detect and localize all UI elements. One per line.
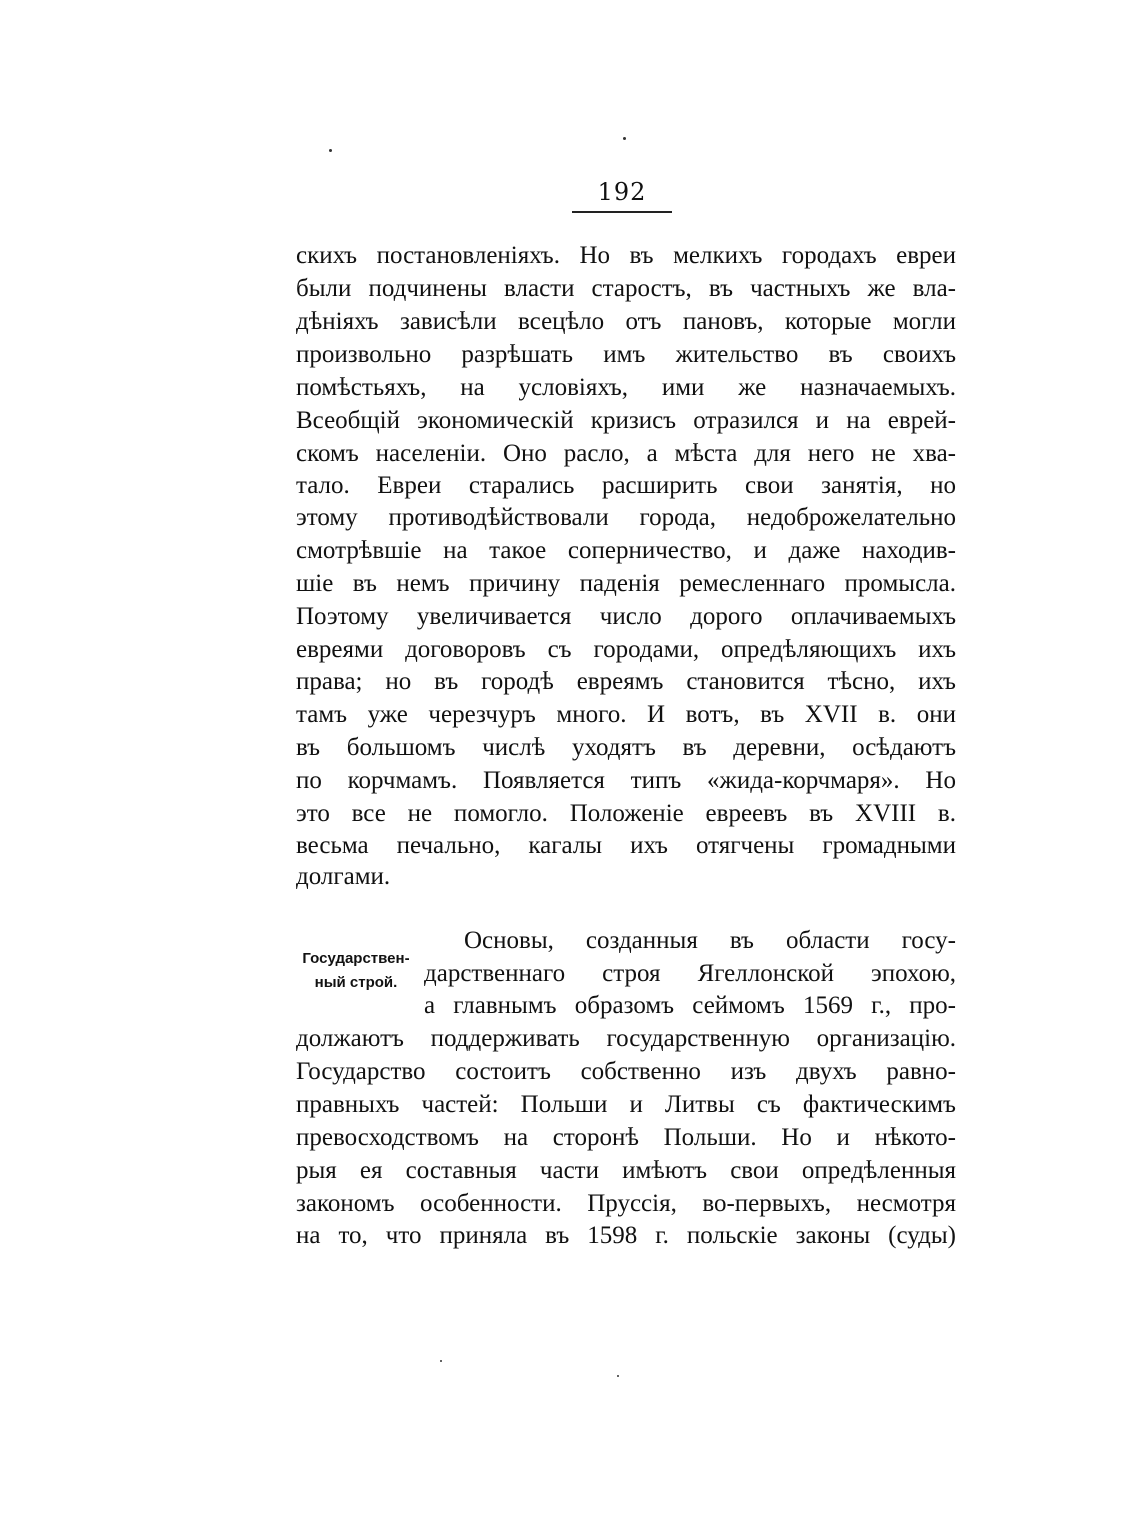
paragraph1-line: весьма печально, кагалы ихъ отягчены громадными xyxy=(296,832,956,859)
paragraph1-line: Всеобщій экономическій кризисъ отразился и на еврей- xyxy=(296,407,956,434)
paragraph1-line: произвольно разрѣшать имъ жительство въ своихъ xyxy=(296,341,956,368)
scan-speck xyxy=(329,149,332,152)
sidenote-line: Государствен- xyxy=(302,950,410,967)
paragraph2-line: превосходствомъ на сторонѣ Польши. Но и нѣкото- xyxy=(296,1124,956,1151)
paragraph1-line: долгами. xyxy=(296,863,391,890)
paragraph1-line: шіе въ немъ причину паденія ремесленнаго промысла. xyxy=(296,570,956,597)
paragraph1-line: дѣніяхъ зависѣли всецѣло отъ пановъ, которые могли xyxy=(296,308,956,335)
paragraph2-line: рыя ея составныя части имѣютъ свои опредѣленныя xyxy=(296,1157,956,1184)
paragraph1-line: смотрѣвшіе на такое соперничество, и даже находив- xyxy=(296,537,956,564)
page-number-rule xyxy=(572,211,672,213)
paragraph1-line: Поэтому увеличивается число дорого оплачиваемыхъ xyxy=(296,603,956,630)
paragraph1-line: тало. Евреи старались расширить свои занятія, но xyxy=(296,472,956,499)
paragraph2-line: Основы, созданныя въ области госу- xyxy=(464,927,956,954)
paragraph2-line: правныхъ частей: Польши и Литвы съ фактическимъ xyxy=(296,1091,956,1118)
paragraph1-line: евреями договоровъ съ городами, опредѣляющихъ ихъ xyxy=(296,636,956,663)
scan-speck xyxy=(617,1375,619,1377)
paragraph1-line: права; но въ городѣ евреямъ становится тѣсно, ихъ xyxy=(296,668,956,695)
paragraph2-line: на то, что приняла въ 1598 г. польскіе законы (суды) xyxy=(296,1222,956,1249)
paragraph1-line: это все не помогло. Положеніе евреевъ въ XVIII в. xyxy=(296,800,956,827)
paragraph1-line: тамъ уже черезчуръ много. И вотъ, въ XVII в. они xyxy=(296,701,956,728)
scan-speck xyxy=(440,1360,442,1362)
paragraph2-line: закономъ особенности. Пруссія, во-первыхъ, несмотря xyxy=(296,1190,956,1217)
paragraph2-line: Государство состоитъ собственно изъ двухъ равно- xyxy=(296,1058,956,1085)
paragraph2-line: а главнымъ образомъ сеймомъ 1569 г., про- xyxy=(424,992,956,1019)
sidenote-line: ный строй. xyxy=(314,974,398,991)
page-number: 192 xyxy=(597,178,647,206)
paragraph1-line: помѣстьяхъ, на условіяхъ, ими же назначаемыхъ. xyxy=(296,374,956,401)
paragraph2-line: должаютъ поддерживать государственную организацію. xyxy=(296,1025,956,1052)
paragraph2-line: дарственнаго строя Ягеллонской эпохою, xyxy=(424,960,956,987)
scan-speck xyxy=(623,137,626,140)
paragraph1-line: въ большомъ числѣ уходятъ въ деревни, осѣдаютъ xyxy=(296,734,956,761)
paragraph1-line: скомъ населеніи. Оно расло, а мѣста для него не хва- xyxy=(296,440,956,467)
paragraph1-line: скихъ постановленіяхъ. Но въ мелкихъ городахъ евреи xyxy=(296,242,956,269)
paragraph1-line: были подчинены власти старостъ, въ частныхъ же вла- xyxy=(296,275,956,302)
paragraph1-line: по корчмамъ. Появляется типъ «жида-корчмаря». Но xyxy=(296,767,956,794)
paragraph1-line: этому противодѣйствовали города, недоброжелательно xyxy=(296,504,956,531)
